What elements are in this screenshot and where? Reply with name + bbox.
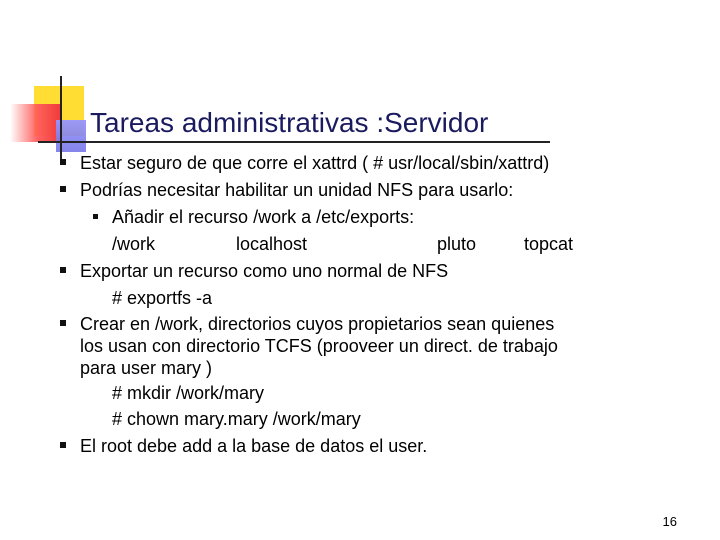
exports-col-host2: pluto <box>437 234 477 254</box>
bullet-icon <box>60 186 66 192</box>
list-item-5: El root debe add a la base de datos el user. <box>80 436 428 456</box>
sub-bullet-icon <box>93 214 98 219</box>
sub-item: Añadir el recurso /work a /etc/exports: <box>112 207 415 227</box>
command-mkdir: # mkdir /work/mary <box>112 383 265 403</box>
title-underline <box>38 141 550 143</box>
page-number: 16 <box>662 514 677 529</box>
exports-col-path: /work <box>112 234 156 254</box>
command-chown: # chown mary.mary /work/mary <box>112 409 361 429</box>
list-item-3: Exportar un recurso como uno normal de NFS <box>80 261 449 281</box>
bullet-icon <box>60 320 66 326</box>
decor-red-bar <box>10 104 60 142</box>
list-item-4-line2: los usan con directorio TCFS (prooveer un direct. de trabajo <box>80 336 558 356</box>
command-exportfs: # exportfs -a <box>112 288 213 308</box>
list-item-1: Estar seguro de que corre el xattrd ( # usr/local/sbin/xattrd) <box>80 153 550 173</box>
bullet-icon <box>60 159 66 165</box>
bullet-icon <box>60 267 66 273</box>
exports-col-host1: localhost <box>236 234 308 254</box>
bullet-icon <box>60 442 66 448</box>
list-item-4-line1: Crear en /work, directorios cuyos propietarios sean quienes <box>80 314 555 334</box>
list-item-2: Podrías necesitar habilitar un unidad NFS para usarlo: <box>80 180 514 200</box>
slide-title: Tareas administrativas :Servidor <box>90 107 489 138</box>
decor-vertical-line <box>60 76 62 160</box>
exports-col-host3: topcat <box>524 234 574 254</box>
list-item-4-line3: para user mary ) <box>80 358 213 378</box>
